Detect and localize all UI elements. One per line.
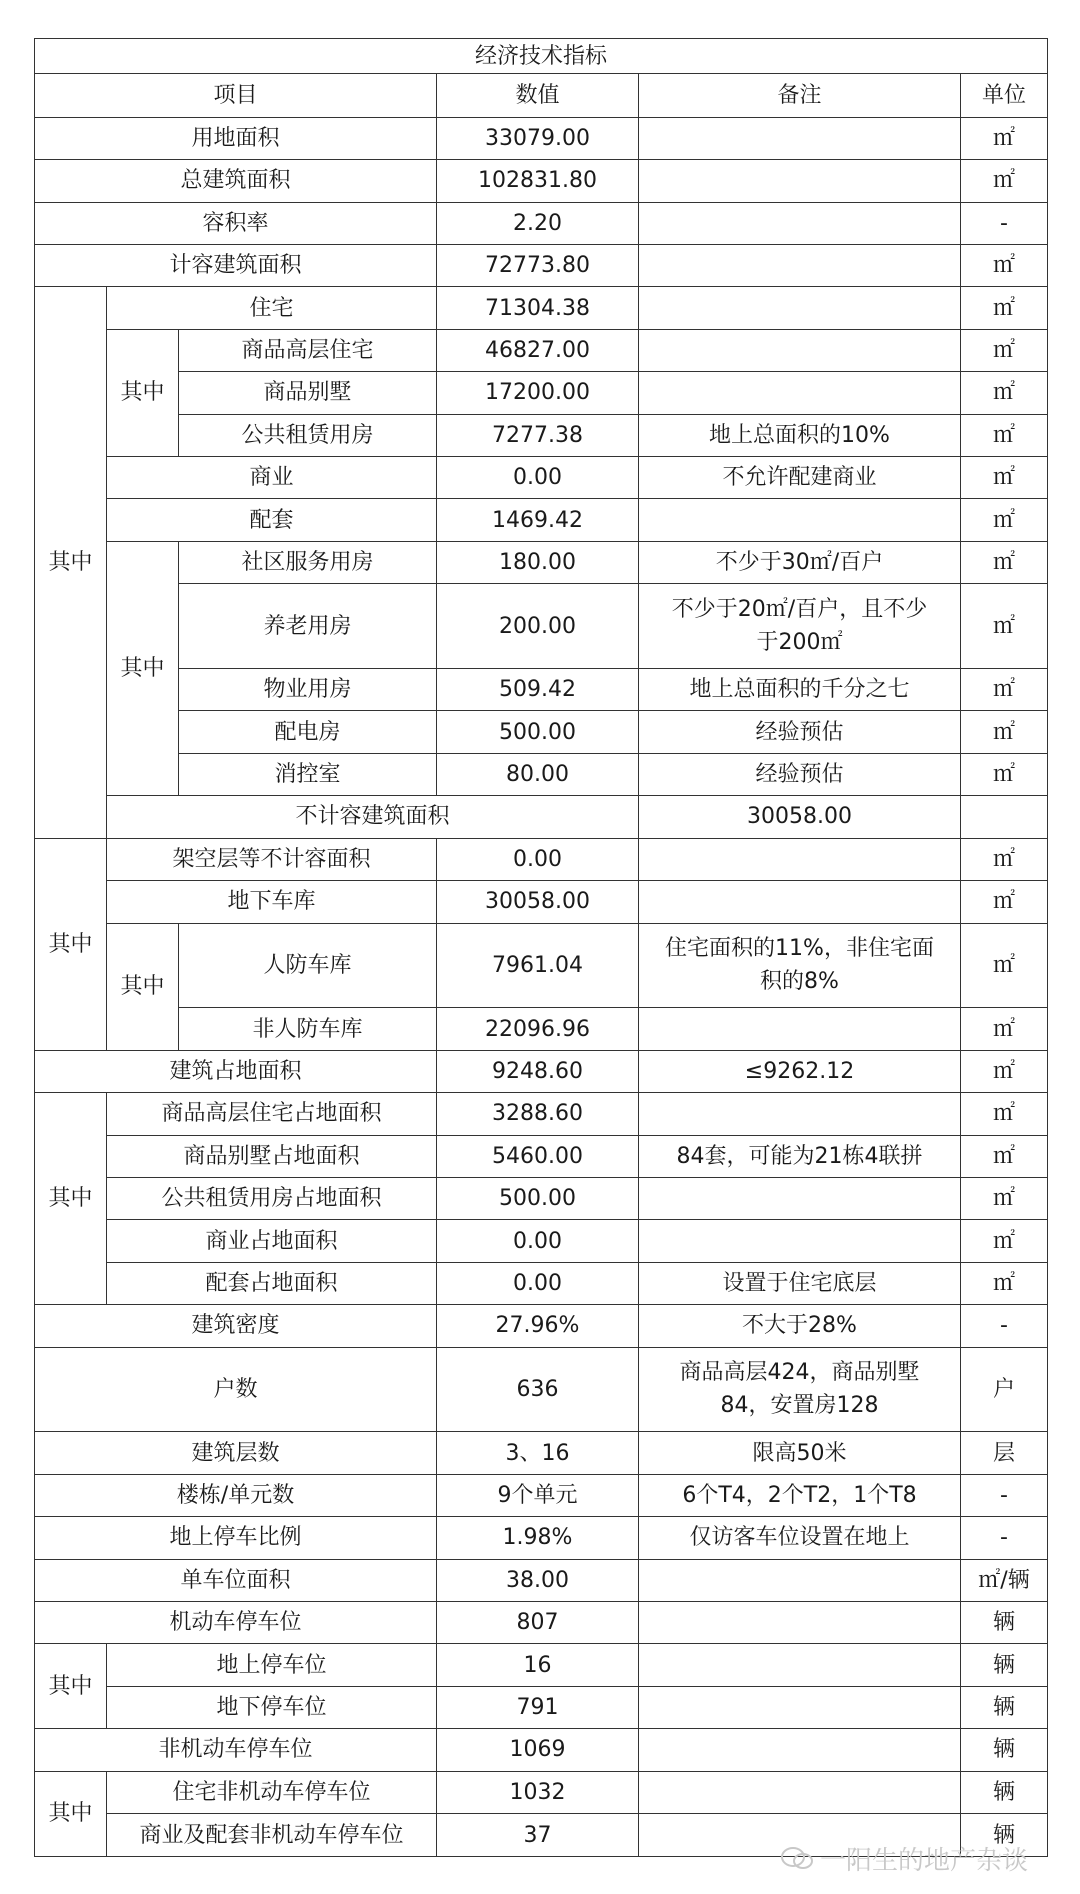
row-value: 1469.42 xyxy=(437,499,639,541)
row-unit: ㎡ xyxy=(961,499,1048,541)
watermark xyxy=(780,1838,1070,1878)
table-row xyxy=(35,329,1048,371)
economic-indicators-table xyxy=(34,38,1048,1857)
table-row xyxy=(35,1008,1048,1050)
row-note xyxy=(639,202,961,244)
row-note xyxy=(639,287,961,329)
table-row xyxy=(35,457,1048,499)
row-label: 建筑占地面积 xyxy=(35,1050,437,1092)
row-label: 建筑层数 xyxy=(35,1432,437,1474)
row-label: 养老用房 xyxy=(179,584,437,669)
table-title: 经济技术指标 xyxy=(35,39,1048,74)
row-label: 配套 xyxy=(107,499,437,541)
note-line: 住宅面积的11%，非住宅面 xyxy=(665,936,934,962)
row-note: 地上总面积的10% xyxy=(639,414,961,456)
group-label: 其中 xyxy=(35,1771,107,1856)
row-label: 商业占地面积 xyxy=(107,1220,437,1262)
header-value: 数值 xyxy=(437,74,639,117)
table-row xyxy=(35,1432,1048,1474)
row-label: 非人防车库 xyxy=(179,1008,437,1050)
group-label: 其中 xyxy=(107,329,179,456)
table-row xyxy=(35,414,1048,456)
row-unit: 辆 xyxy=(961,1686,1048,1728)
row-label: 总建筑面积 xyxy=(35,160,437,202)
row-label: 计容建筑面积 xyxy=(35,244,437,286)
table-row xyxy=(35,838,1048,880)
table-row xyxy=(35,202,1048,244)
row-value: 3288.60 xyxy=(437,1093,639,1135)
row-label: 住宅非机动车停车位 xyxy=(107,1771,437,1813)
table-row xyxy=(35,499,1048,541)
row-unit: ㎡ xyxy=(961,1093,1048,1135)
row-value: 17200.00 xyxy=(437,372,639,414)
row-label: 架空层等不计容面积 xyxy=(107,838,437,880)
row-note: 不大于28% xyxy=(639,1305,961,1347)
row-label: 公共租赁用房 xyxy=(179,414,437,456)
row-label: 商品别墅占地面积 xyxy=(107,1135,437,1177)
row-unit: ㎡ xyxy=(961,541,1048,583)
row-value: 0.00 xyxy=(437,1262,639,1304)
row-unit: 层 xyxy=(961,1432,1048,1474)
row-note xyxy=(639,1093,961,1135)
row-label: 单车位面积 xyxy=(35,1559,437,1601)
row-unit: ㎡ xyxy=(961,1220,1048,1262)
row-note xyxy=(639,329,961,371)
row-note: 设置于住宅底层 xyxy=(639,1262,961,1304)
table-row xyxy=(35,669,1048,711)
row-unit: ㎡ xyxy=(961,711,1048,753)
row-label: 楼栋/单元数 xyxy=(35,1474,437,1516)
row-label: 消控室 xyxy=(179,753,437,795)
row-value: 30058.00 xyxy=(437,881,639,923)
wechat-icon xyxy=(780,1846,814,1870)
row-unit: ㎡ xyxy=(961,1050,1048,1092)
note-line: 商品高层424，商品别墅 xyxy=(679,1360,920,1386)
table-row xyxy=(35,1262,1048,1304)
row-value: 102831.80 xyxy=(437,160,639,202)
row-unit: - xyxy=(961,202,1048,244)
title-row xyxy=(35,39,1048,74)
row-note xyxy=(639,1602,961,1644)
row-label: 商品别墅 xyxy=(179,372,437,414)
header-item: 项目 xyxy=(35,74,437,117)
row-value: 7277.38 xyxy=(437,414,639,456)
row-note xyxy=(639,372,961,414)
row-note: 不允许配建商业 xyxy=(639,457,961,499)
group-label: 其中 xyxy=(107,541,179,795)
row-note xyxy=(639,499,961,541)
row-unit: ㎡ xyxy=(961,1135,1048,1177)
row-note xyxy=(639,160,961,202)
note-line: 于200㎡ xyxy=(756,630,843,656)
row-note: 不少于30㎡/百户 xyxy=(639,541,961,583)
row-label: 住宅 xyxy=(107,287,437,329)
row-note xyxy=(639,1686,961,1728)
table-row xyxy=(35,1686,1048,1728)
group-label: 其中 xyxy=(107,923,179,1050)
row-value: 33079.00 xyxy=(437,117,639,159)
row-note xyxy=(639,117,961,159)
row-value: 500.00 xyxy=(437,1177,639,1219)
row-value: 38.00 xyxy=(437,1559,639,1601)
row-note xyxy=(639,1771,961,1813)
row-note: 地上总面积的千分之七 xyxy=(639,669,961,711)
table-row xyxy=(35,372,1048,414)
row-value: 0.00 xyxy=(437,457,639,499)
row-value: 3、16 xyxy=(437,1432,639,1474)
group-label: 其中 xyxy=(35,838,107,1050)
table-row xyxy=(35,1771,1048,1813)
row-note xyxy=(639,1559,961,1601)
row-label: 商业 xyxy=(107,457,437,499)
row-value: 30058.00 xyxy=(639,796,961,838)
row-value: 37 xyxy=(437,1814,639,1857)
row-value: 636 xyxy=(437,1347,639,1432)
row-value: 0.00 xyxy=(437,1220,639,1262)
row-label: 物业用房 xyxy=(179,669,437,711)
note-line: 84，安置房128 xyxy=(720,1393,879,1419)
row-unit: ㎡ xyxy=(961,457,1048,499)
table-row xyxy=(35,711,1048,753)
table-row xyxy=(35,584,1048,669)
note-line: 积的8% xyxy=(760,969,839,995)
table-row xyxy=(35,287,1048,329)
row-label: 建筑密度 xyxy=(35,1305,437,1347)
row-note xyxy=(639,584,961,669)
row-note: ≤9262.12 xyxy=(639,1050,961,1092)
row-note xyxy=(639,923,961,1008)
row-value: 1.98% xyxy=(437,1517,639,1559)
watermark-text: 一阳生的地产杂谈 xyxy=(820,1845,1029,1876)
header-unit: 单位 xyxy=(961,74,1048,117)
row-note xyxy=(639,1008,961,1050)
row-unit: ㎡ xyxy=(961,160,1048,202)
row-value: 5460.00 xyxy=(437,1135,639,1177)
row-value: 9个单元 xyxy=(437,1474,639,1516)
row-label: 户数 xyxy=(35,1347,437,1432)
row-unit: ㎡ xyxy=(961,753,1048,795)
table-row xyxy=(35,753,1048,795)
row-unit: 辆 xyxy=(961,1729,1048,1771)
row-value: 200.00 xyxy=(437,584,639,669)
row-value: 0.00 xyxy=(437,838,639,880)
row-unit: - xyxy=(961,1305,1048,1347)
row-note xyxy=(639,1729,961,1771)
row-value: 180.00 xyxy=(437,541,639,583)
row-label: 不计容建筑面积 xyxy=(107,796,639,838)
row-unit: 辆 xyxy=(961,1644,1048,1686)
note-line: 不少于20㎡/百户，且不少 xyxy=(671,597,928,623)
row-note: 仅访客车位设置在地上 xyxy=(639,1517,961,1559)
header-row xyxy=(35,74,1048,117)
row-unit: 辆 xyxy=(961,1602,1048,1644)
row-unit: ㎡ xyxy=(961,372,1048,414)
row-unit: ㎡ xyxy=(961,1177,1048,1219)
table-row xyxy=(35,1135,1048,1177)
row-unit: ㎡ xyxy=(961,244,1048,286)
table-row xyxy=(35,1729,1048,1771)
row-note xyxy=(639,244,961,286)
row-unit: ㎡ xyxy=(961,1008,1048,1050)
group-label: 其中 xyxy=(35,1644,107,1729)
row-label: 地上停车位 xyxy=(107,1644,437,1686)
table-row xyxy=(35,1177,1048,1219)
row-label: 人防车库 xyxy=(179,923,437,1008)
table-row xyxy=(35,160,1048,202)
header-note: 备注 xyxy=(639,74,961,117)
row-value: 22096.96 xyxy=(437,1008,639,1050)
table-row xyxy=(35,1347,1048,1432)
row-unit: ㎡/辆 xyxy=(961,1559,1048,1601)
row-unit: 辆 xyxy=(961,1771,1048,1813)
row-note xyxy=(961,796,1048,838)
row-value: 7961.04 xyxy=(437,923,639,1008)
row-unit: 户 xyxy=(961,1347,1048,1432)
row-label: 地下停车位 xyxy=(107,1686,437,1728)
row-note xyxy=(639,1347,961,1432)
row-value: 2.20 xyxy=(437,202,639,244)
row-note xyxy=(639,1644,961,1686)
row-note xyxy=(639,838,961,880)
row-unit: ㎡ xyxy=(961,838,1048,880)
table-row xyxy=(35,881,1048,923)
table-row xyxy=(35,1093,1048,1135)
row-value: 16 xyxy=(437,1644,639,1686)
row-value: 71304.38 xyxy=(437,287,639,329)
table-row xyxy=(35,1050,1048,1092)
table-row xyxy=(35,1559,1048,1601)
row-value: 80.00 xyxy=(437,753,639,795)
row-note xyxy=(639,1220,961,1262)
row-value: 791 xyxy=(437,1686,639,1728)
row-label: 商品高层住宅占地面积 xyxy=(107,1093,437,1135)
row-unit: ㎡ xyxy=(961,669,1048,711)
row-label: 公共租赁用房占地面积 xyxy=(107,1177,437,1219)
row-value: 46827.00 xyxy=(437,329,639,371)
row-value: 1032 xyxy=(437,1771,639,1813)
row-value: 509.42 xyxy=(437,669,639,711)
row-label: 地下车库 xyxy=(107,881,437,923)
table-row xyxy=(35,796,1048,838)
table-row xyxy=(35,117,1048,159)
row-note: 限高50米 xyxy=(639,1432,961,1474)
table-row xyxy=(35,1305,1048,1347)
row-unit: ㎡ xyxy=(961,287,1048,329)
row-label: 容积率 xyxy=(35,202,437,244)
row-value: 807 xyxy=(437,1602,639,1644)
table-row xyxy=(35,923,1048,1008)
row-unit: - xyxy=(961,1517,1048,1559)
row-unit: - xyxy=(961,1474,1048,1516)
row-value: 500.00 xyxy=(437,711,639,753)
row-note: 6个T4，2个T2，1个T8 xyxy=(639,1474,961,1516)
table-row xyxy=(35,1644,1048,1686)
row-label: 用地面积 xyxy=(35,117,437,159)
row-value: 72773.80 xyxy=(437,244,639,286)
row-label: 配电房 xyxy=(179,711,437,753)
row-label: 商品高层住宅 xyxy=(179,329,437,371)
row-unit: ㎡ xyxy=(961,329,1048,371)
group-label: 其中 xyxy=(35,287,107,838)
table-row xyxy=(35,1602,1048,1644)
row-unit: ㎡ xyxy=(961,1262,1048,1304)
row-value: 9248.60 xyxy=(437,1050,639,1092)
row-note: 经验预估 xyxy=(639,711,961,753)
table-row xyxy=(35,1474,1048,1516)
group-label: 其中 xyxy=(35,1093,107,1305)
row-unit: ㎡ xyxy=(961,923,1048,1008)
row-unit: ㎡ xyxy=(961,584,1048,669)
row-value: 27.96% xyxy=(437,1305,639,1347)
table-row xyxy=(35,1517,1048,1559)
row-label: 社区服务用房 xyxy=(179,541,437,583)
row-note: 经验预估 xyxy=(639,753,961,795)
row-label: 地上停车比例 xyxy=(35,1517,437,1559)
table-row xyxy=(35,244,1048,286)
row-note xyxy=(639,881,961,923)
table-row xyxy=(35,1220,1048,1262)
row-note xyxy=(639,1177,961,1219)
row-unit: ㎡ xyxy=(961,881,1048,923)
row-unit: ㎡ xyxy=(961,117,1048,159)
row-unit: 辆 xyxy=(961,1814,1048,1857)
row-note: 84套，可能为21栋4联拼 xyxy=(639,1135,961,1177)
row-unit: ㎡ xyxy=(961,414,1048,456)
row-value: 1069 xyxy=(437,1729,639,1771)
table-row xyxy=(35,541,1048,583)
row-label: 配套占地面积 xyxy=(107,1262,437,1304)
row-label: 商业及配套非机动车停车位 xyxy=(107,1814,437,1857)
row-label: 非机动车停车位 xyxy=(35,1729,437,1771)
row-label: 机动车停车位 xyxy=(35,1602,437,1644)
